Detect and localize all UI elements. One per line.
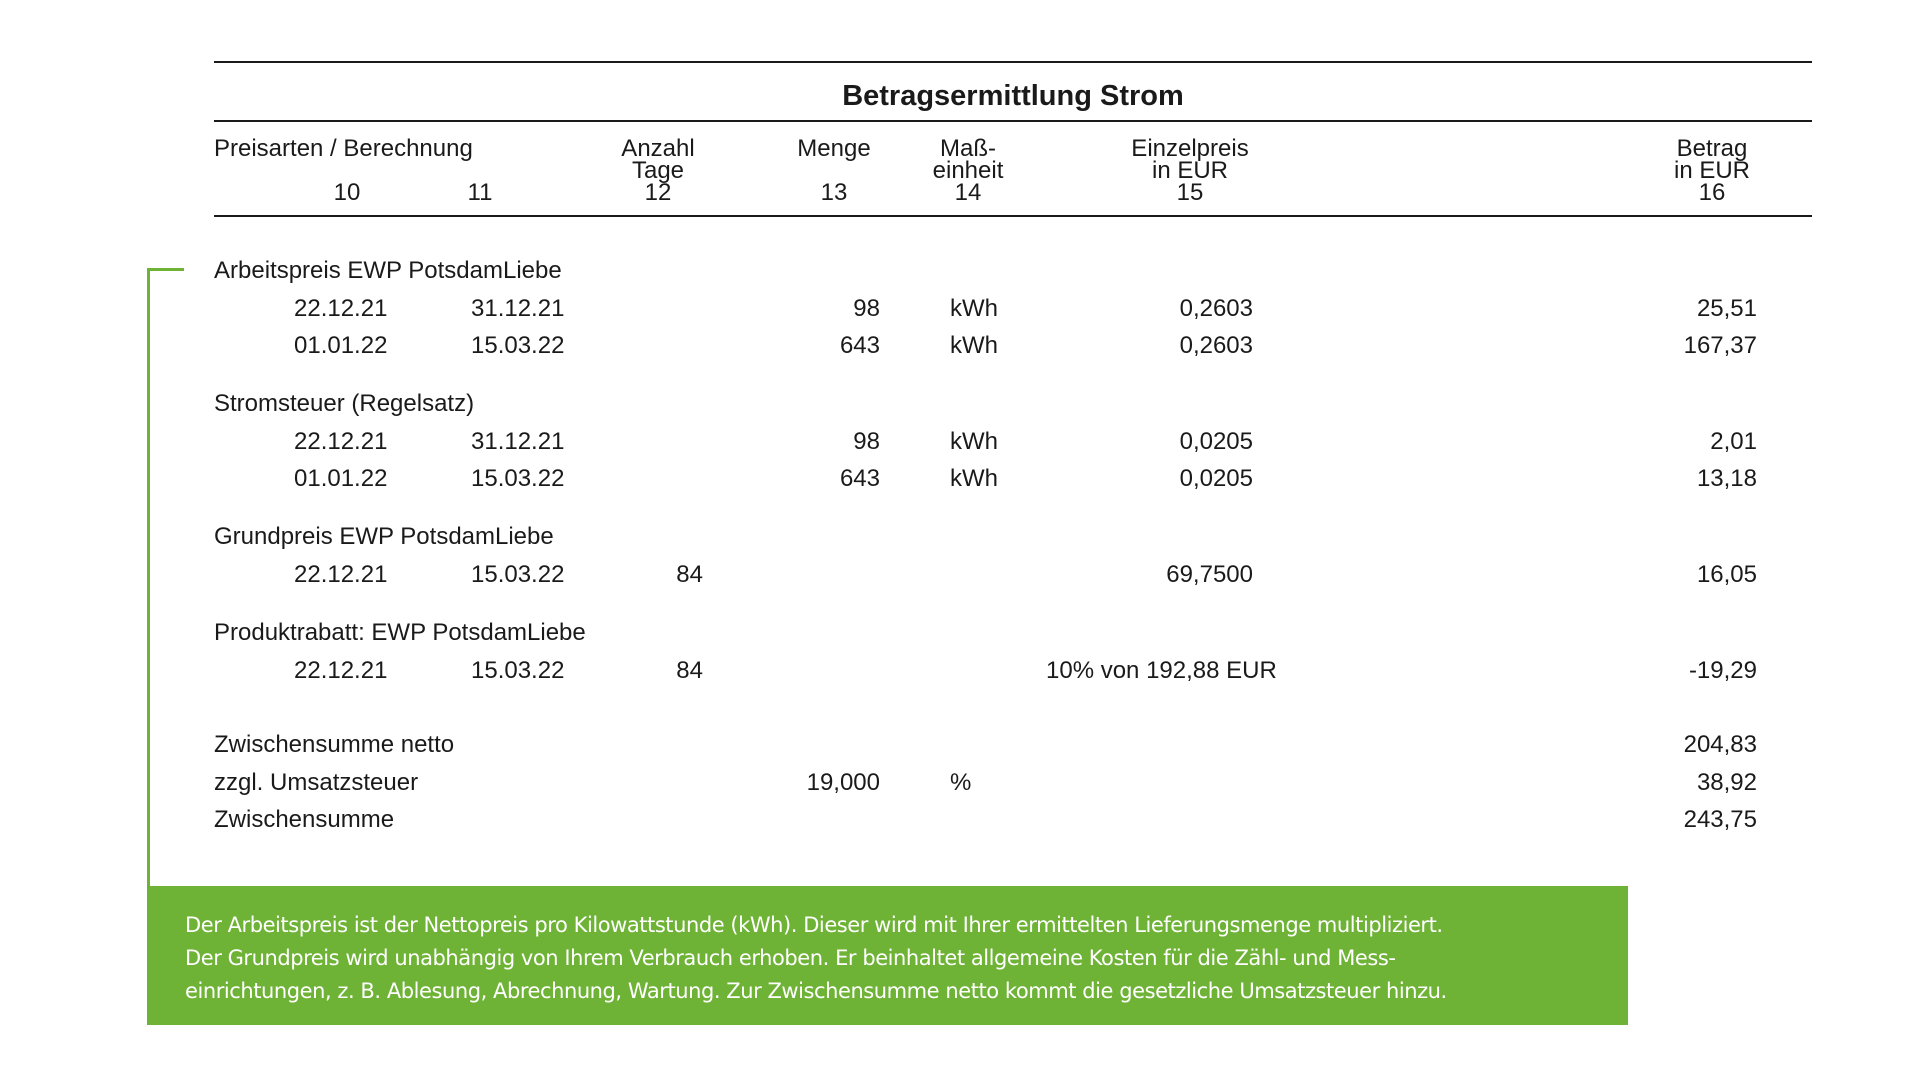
title-rule bbox=[214, 120, 1812, 122]
section-title: Grundpreis EWP PotsdamLiebe bbox=[214, 523, 554, 550]
bracket-tick bbox=[147, 268, 184, 271]
row-betrag: 25,51 bbox=[1696, 295, 1757, 322]
row-preis: 0,2603 bbox=[1179, 332, 1253, 359]
row-einheit: kWh bbox=[950, 428, 998, 455]
row-from: 01.01.22 bbox=[294, 465, 388, 492]
subtotal-net-value: 204,83 bbox=[1683, 731, 1757, 758]
row-tage: 84 bbox=[676, 561, 703, 588]
row-to: 15.03.22 bbox=[471, 561, 565, 588]
section-title: Produktrabatt: EWP PotsdamLiebe bbox=[214, 619, 586, 646]
row-discount-note: 10% von 192,88 EUR bbox=[1046, 657, 1277, 684]
header-preisarten: Preisarten / Berechnung bbox=[214, 135, 473, 162]
row-from: 01.01.22 bbox=[294, 332, 388, 359]
header-betrag: Betrag bbox=[1676, 135, 1748, 162]
row-einheit: kWh bbox=[950, 465, 998, 492]
explanation-line: einrichtungen, z. B. Ablesung, Abrechnung, Wartung. Zur Zwischensumme netto kommt die gesetzliche Umsatzsteuer hinzu. bbox=[185, 979, 1447, 1003]
vat-rate: 19,000 bbox=[806, 769, 880, 796]
row-to: 31.12.21 bbox=[471, 428, 565, 455]
row-from: 22.12.21 bbox=[294, 428, 388, 455]
column-number: 13 bbox=[820, 179, 848, 206]
vat-unit: % bbox=[950, 769, 972, 796]
subtotal-net-label: Zwischensumme netto bbox=[214, 731, 455, 758]
row-preis: 0,0205 bbox=[1179, 465, 1253, 492]
row-betrag: 2,01 bbox=[1710, 428, 1757, 455]
column-number: 14 bbox=[954, 179, 982, 206]
row-to: 15.03.22 bbox=[471, 465, 565, 492]
row-to: 15.03.22 bbox=[471, 657, 565, 684]
subtotal-label: Zwischensumme bbox=[214, 806, 395, 833]
column-number: 11 bbox=[467, 179, 493, 206]
row-einheit: kWh bbox=[950, 295, 998, 322]
row-einheit: kWh bbox=[950, 332, 998, 359]
header-anzahl: Anzahl bbox=[621, 135, 695, 162]
row-menge: 98 bbox=[853, 428, 880, 455]
row-betrag: 13,18 bbox=[1696, 465, 1757, 492]
header-einheit: einheit bbox=[932, 157, 1004, 184]
vat-value: 38,92 bbox=[1696, 769, 1757, 796]
row-menge: 643 bbox=[839, 332, 880, 359]
row-preis: 0,0205 bbox=[1179, 428, 1253, 455]
row-preis: 69,7500 bbox=[1166, 561, 1253, 588]
row-menge: 643 bbox=[839, 465, 880, 492]
row-betrag: -19,29 bbox=[1688, 657, 1757, 684]
row-from: 22.12.21 bbox=[294, 295, 388, 322]
section-title: Stromsteuer (Regelsatz) bbox=[214, 390, 475, 417]
row-betrag: 167,37 bbox=[1683, 332, 1757, 359]
row-betrag: 16,05 bbox=[1696, 561, 1757, 588]
explanation-line: Der Arbeitspreis ist der Nettopreis pro Kilowattstunde (kWh). Dieser wird mit Ihrer ermittelten Lieferungsmenge multipliziert. bbox=[185, 913, 1443, 937]
row-menge: 98 bbox=[853, 295, 880, 322]
column-number: 12 bbox=[644, 179, 672, 206]
subtotal-value: 243,75 bbox=[1683, 806, 1757, 833]
header-rule bbox=[214, 215, 1812, 217]
explanation-line: Der Grundpreis wird unabhängig von Ihrem Verbrauch erhoben. Er beinhaltet allgemeine Kosten für die Zähl- und Mess- bbox=[185, 946, 1396, 970]
header-einzelpreis: Einzelpreis bbox=[1131, 135, 1249, 162]
column-number: 15 bbox=[1176, 179, 1204, 206]
header-menge: Menge bbox=[797, 135, 871, 162]
section-title: Arbeitspreis EWP PotsdamLiebe bbox=[214, 257, 562, 284]
header-einzelpreis-unit: in EUR bbox=[1151, 157, 1229, 184]
header-tage: Tage bbox=[631, 157, 685, 184]
row-to: 31.12.21 bbox=[471, 295, 565, 322]
row-tage: 84 bbox=[676, 657, 703, 684]
row-to: 15.03.22 bbox=[471, 332, 565, 359]
row-from: 22.12.21 bbox=[294, 657, 388, 684]
page-title: Betragsermittlung Strom bbox=[842, 80, 1184, 112]
header-mass: Maß- bbox=[940, 135, 996, 162]
top-rule bbox=[214, 61, 1812, 63]
column-number: 16 bbox=[1698, 179, 1726, 206]
header-betrag-unit: in EUR bbox=[1673, 157, 1751, 184]
explanation-box bbox=[147, 886, 1628, 1025]
vat-label: zzgl. Umsatzsteuer bbox=[214, 769, 419, 796]
column-number: 10 bbox=[333, 179, 361, 206]
row-preis: 0,2603 bbox=[1179, 295, 1253, 322]
bracket-line bbox=[147, 268, 150, 888]
row-from: 22.12.21 bbox=[294, 561, 388, 588]
